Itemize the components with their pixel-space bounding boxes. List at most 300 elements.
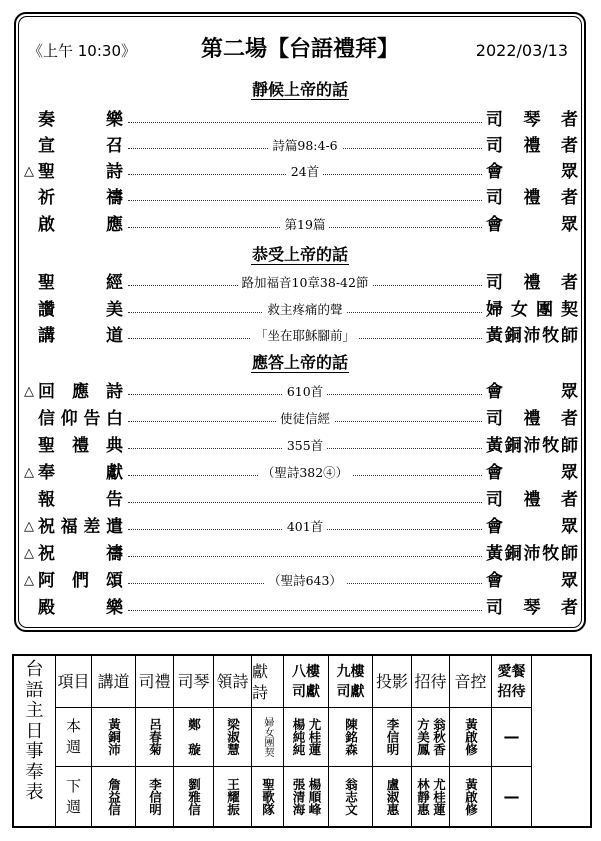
name-group [226, 778, 240, 816]
program-note [128, 327, 482, 345]
roster-header-2 [136, 656, 174, 708]
item-char: 阿 [38, 571, 55, 591]
role-char: 黃 [486, 544, 503, 564]
roster-cell [492, 767, 532, 826]
item-char: 信 [38, 409, 55, 429]
role-char: 銅 [504, 544, 522, 564]
roster-cell [92, 767, 136, 826]
program-leader-role [486, 381, 578, 403]
item-char: 福 [60, 517, 78, 537]
name-group [262, 717, 273, 757]
roster-cell [174, 708, 214, 767]
roster-cell [214, 708, 252, 767]
program-note [128, 410, 482, 428]
role-char: 者 [561, 188, 578, 208]
order-of-worship [14, 12, 586, 632]
stand-marker [24, 272, 36, 294]
program-item [24, 516, 126, 538]
stand-marker [24, 299, 36, 321]
item-char: 經 [106, 273, 123, 293]
program-item [24, 135, 126, 157]
name-group [464, 778, 478, 816]
roster-cell [136, 708, 174, 767]
role-char: 沛 [523, 326, 541, 346]
program-item [24, 408, 126, 430]
program-item-name [36, 489, 126, 511]
role-char: 司 [486, 136, 503, 156]
roster-header-11 [492, 656, 532, 708]
role-char: 者 [561, 273, 578, 293]
item-char: 樂 [106, 110, 123, 130]
section-heading-text: 靜候上帝的話 [251, 80, 348, 99]
roster-title-char: 奉 [25, 761, 44, 783]
item-char: 告 [83, 409, 101, 429]
program-item-name [36, 299, 126, 321]
person-name: 呂春菊 [147, 718, 163, 756]
section-heading [14, 245, 586, 265]
name-group [344, 778, 358, 816]
name-group [291, 718, 321, 756]
person-name: 楊順峰 [307, 777, 322, 816]
program-row [24, 214, 578, 236]
name-group [148, 718, 162, 756]
person-name: 方美鳳 [415, 718, 431, 756]
service-date: 2022/03/13 [475, 41, 568, 60]
header-line: 獻詩 [252, 661, 269, 702]
roster-title-char: 台 [25, 659, 44, 680]
program-note [128, 274, 482, 292]
role-char: 牧 [542, 326, 560, 346]
item-char: 詩 [106, 162, 123, 182]
role-char: 會 [486, 215, 503, 235]
program-item-name [36, 462, 126, 484]
person-name: 李信明 [385, 718, 400, 756]
program-note [128, 137, 482, 155]
person-name: 聖歌隊 [260, 777, 276, 816]
program-leader-role [486, 214, 578, 236]
item-char: 聖 [38, 436, 55, 456]
program-row [24, 435, 578, 457]
item-char: 啟 [38, 215, 55, 235]
role-char: 契 [561, 300, 578, 320]
program-item [24, 272, 126, 294]
stand-marker [24, 214, 36, 236]
person-name: 婦女團契 [262, 717, 273, 757]
person-name: 黃啟修 [463, 718, 479, 756]
person-name: 林靜惠 [415, 777, 431, 816]
program-item [24, 462, 126, 484]
role-char: 沛 [523, 436, 541, 456]
role-char: 牧 [542, 544, 560, 564]
program-note [128, 301, 482, 319]
role-char: 會 [486, 463, 503, 483]
name-group [226, 718, 240, 756]
name-group [187, 718, 201, 756]
program-row [24, 272, 578, 294]
program-leader-role [486, 135, 578, 157]
role-char: 禮 [523, 409, 541, 429]
program-note-text: 355首 [283, 438, 327, 453]
service-time: 《上午 10:30》 [28, 42, 136, 60]
roster-header-3 [174, 656, 214, 708]
program-note-text: 610首 [283, 384, 327, 399]
role-char: 牧 [542, 436, 560, 456]
role-char: 團 [536, 300, 553, 320]
header-line: 司獻 [336, 683, 365, 700]
stand-marker [24, 187, 36, 209]
role-char: 女 [511, 300, 528, 320]
item-char: 禮 [72, 436, 89, 456]
header-line: 招待 [497, 683, 526, 700]
empty-dash: — [503, 786, 520, 806]
program-note-text: 第19篇 [281, 217, 330, 232]
section-heading [14, 80, 586, 100]
item-char: 應 [72, 382, 89, 402]
name-group [148, 778, 162, 816]
role-char: 者 [561, 110, 578, 130]
roster-header-0 [56, 656, 92, 708]
role-char: 眾 [561, 463, 578, 483]
program-item-name [36, 135, 126, 157]
item-char: 宣 [38, 136, 55, 156]
role-char: 黃 [486, 436, 503, 456]
header-line: 講道 [97, 672, 130, 691]
roster-cell [214, 767, 252, 826]
row-label-char: 週 [65, 738, 81, 756]
program-row [24, 109, 578, 131]
program-item-name [36, 272, 126, 294]
item-char: 奏 [38, 110, 55, 130]
header-line: 司獻 [292, 683, 320, 700]
role-char: 者 [561, 409, 578, 429]
roster-header-6 [284, 656, 329, 708]
roster-title-char: 主 [25, 700, 44, 721]
program-note-text: 詩篇98:4-6 [268, 138, 341, 153]
item-char: 聖 [38, 273, 55, 293]
row-label-char: 本 [65, 717, 81, 735]
role-char: 禮 [523, 188, 541, 208]
program-leader-role [486, 516, 578, 538]
header-line: 九樓 [336, 663, 365, 680]
item-char: 差 [83, 517, 101, 537]
program-item [24, 489, 126, 511]
header-line: 司禮 [138, 672, 171, 691]
role-char: 琴 [523, 598, 541, 618]
program-item-name [36, 543, 126, 565]
dotted-leader [128, 556, 482, 557]
program-row [24, 597, 578, 619]
header-line: 項目 [57, 672, 90, 691]
role-char: 者 [561, 136, 578, 156]
roster-row-label [56, 767, 92, 826]
role-char: 司 [486, 188, 503, 208]
program-note-text: 401首 [283, 519, 327, 534]
program-leader-role [486, 570, 578, 592]
program-note [128, 383, 482, 401]
program-item-name [36, 381, 126, 403]
program-item-name [36, 325, 126, 347]
roster-header-10 [450, 656, 492, 708]
program-item-name [36, 214, 126, 236]
name-group [107, 778, 121, 816]
roster-cell [174, 767, 214, 826]
roster-cell [329, 767, 373, 826]
item-char: 報 [38, 490, 55, 510]
item-char: 告 [106, 490, 123, 510]
role-char: 銅 [504, 436, 522, 456]
header-line: 愛餐 [497, 663, 526, 680]
role-char: 眾 [561, 162, 578, 182]
item-char: 典 [106, 436, 123, 456]
role-char: 司 [486, 110, 503, 130]
roster-header-5 [252, 656, 284, 708]
dotted-leader [128, 200, 482, 201]
roster-cell [450, 708, 492, 767]
item-char: 讚 [38, 300, 55, 320]
dotted-leader [128, 502, 482, 503]
roster-cell [412, 708, 450, 767]
roster-cell [252, 767, 284, 826]
program-leader-role [486, 109, 578, 131]
row-label-char: 下 [65, 776, 81, 795]
person-name: 梁淑慧 [225, 718, 241, 756]
program-leader-role [486, 187, 578, 209]
role-char: 者 [561, 598, 578, 618]
roster-cell [284, 767, 329, 826]
item-char: 應 [106, 215, 123, 235]
stand-marker [24, 597, 36, 619]
program-item-name [36, 570, 126, 592]
stand-marker: △ [24, 465, 34, 480]
roster-title-char: 事 [25, 741, 44, 762]
role-char: 會 [486, 571, 503, 591]
row-label-char: 週 [65, 797, 81, 816]
section-heading-text: 恭受上帝的話 [251, 245, 348, 264]
role-char: 禮 [523, 136, 541, 156]
stand-marker [24, 109, 36, 131]
program-leader-role [486, 597, 578, 619]
role-char: 禮 [523, 273, 541, 293]
roster-cell [373, 708, 412, 767]
role-char: 眾 [561, 215, 578, 235]
stand-marker [24, 408, 36, 430]
dotted-leader [128, 610, 482, 611]
program-note-text: 使徒信經 [276, 411, 334, 426]
item-char: 講 [38, 326, 55, 346]
item-char: 祝 [38, 517, 55, 537]
program-item-name [36, 161, 126, 183]
stand-marker [24, 135, 36, 157]
person-name: 黃啟修 [463, 777, 479, 816]
program-note [128, 437, 482, 455]
roster-cell [329, 708, 373, 767]
program-item-name [36, 187, 126, 209]
item-char: 樂 [106, 598, 123, 618]
roster-cell [92, 708, 136, 767]
header-line: 領詩 [216, 672, 249, 691]
item-char: 回 [38, 382, 55, 402]
stand-marker: △ [24, 546, 34, 561]
program-item [24, 161, 126, 183]
program-row [24, 325, 578, 347]
person-name: 張清海 [291, 777, 306, 816]
role-char: 師 [561, 326, 578, 346]
stand-marker: △ [24, 164, 34, 179]
person-name: 翁志文 [343, 777, 359, 816]
item-char: 祝 [38, 544, 55, 564]
item-char: 美 [106, 300, 123, 320]
person-name: 黃銅沛 [106, 718, 122, 756]
header-line: 投影 [375, 672, 408, 691]
program-item [24, 109, 126, 131]
role-char: 婦 [486, 300, 503, 320]
role-char: 銅 [504, 326, 522, 346]
program-row [24, 187, 578, 209]
program-note [128, 464, 482, 482]
program-row [24, 462, 578, 484]
name-group [261, 778, 275, 816]
role-char: 者 [561, 490, 578, 510]
program-note-text: （聖詩643） [264, 573, 346, 588]
item-char: 奉 [38, 463, 55, 483]
roster-header-8 [373, 656, 412, 708]
header-line: 招待 [414, 672, 447, 691]
item-char: 獻 [106, 463, 123, 483]
role-char: 司 [486, 273, 503, 293]
name-group [416, 718, 446, 756]
item-char: 殿 [38, 598, 55, 618]
role-char: 會 [486, 382, 503, 402]
program-item [24, 187, 126, 209]
program-leader-role [486, 272, 578, 294]
program-leader-role [486, 325, 578, 347]
program-item-name [36, 109, 126, 131]
item-char: 禱 [106, 544, 123, 564]
item-char: 仰 [60, 409, 78, 429]
roster-cell [450, 767, 492, 826]
role-char: 師 [561, 544, 578, 564]
program-note [128, 572, 482, 590]
stand-marker [24, 489, 36, 511]
dotted-leader [128, 122, 482, 123]
roster-row-label [56, 708, 92, 767]
item-char: 們 [72, 571, 89, 591]
empty-dash: — [503, 727, 520, 746]
person-name: 劉雅信 [186, 777, 202, 816]
section-heading [14, 353, 586, 373]
program-row [24, 299, 578, 321]
program-note-text: （聖詩382④） [258, 465, 352, 480]
program-leader-role [486, 161, 578, 183]
roster-cell [284, 708, 329, 767]
program-item [24, 543, 126, 565]
program-item [24, 325, 126, 347]
section-heading-text: 應答上帝的話 [251, 353, 348, 372]
service-title: 第二場【台語禮拜】 [200, 37, 399, 62]
role-char: 沛 [523, 544, 541, 564]
program-item-name [36, 597, 126, 619]
role-char: 司 [486, 490, 503, 510]
name-group [344, 718, 358, 756]
person-name: 詹益信 [106, 777, 122, 816]
program-item [24, 299, 126, 321]
program-note-text: 救主疼痛的聲 [263, 302, 346, 317]
item-char: 道 [106, 326, 123, 346]
role-char: 師 [561, 436, 578, 456]
person-name: 陳銘森 [343, 718, 359, 756]
header-line: 八樓 [292, 663, 320, 680]
role-char: 眾 [561, 571, 578, 591]
roster-cell [252, 708, 284, 767]
stand-marker: △ [24, 573, 34, 588]
program-note [128, 518, 482, 536]
program-row [24, 543, 578, 565]
person-name: 李信明 [147, 777, 163, 816]
item-char: 頌 [106, 571, 123, 591]
program-row [24, 135, 578, 157]
roster-cell [373, 767, 412, 826]
person-name: 盧淑惠 [385, 777, 400, 816]
name-group [385, 778, 399, 816]
name-group [107, 718, 121, 756]
program-leader-role [486, 408, 578, 430]
program-item [24, 435, 126, 457]
program-leader-role [486, 299, 578, 321]
roster-cell [492, 708, 532, 767]
item-char: 遣 [105, 517, 123, 537]
item-char: 白 [105, 409, 123, 429]
person-name: 楊純純 [291, 718, 306, 756]
program-item [24, 597, 126, 619]
roster-title-char: 語 [25, 679, 44, 701]
roster-title-char: 表 [25, 782, 44, 803]
program-item [24, 214, 126, 236]
name-group [385, 718, 399, 756]
stand-marker [24, 325, 36, 347]
stand-marker [24, 435, 36, 457]
program-item-name [36, 435, 126, 457]
name-group [416, 778, 446, 816]
roster-header-7 [329, 656, 373, 708]
item-char: 召 [106, 136, 123, 156]
program-note-text: 24首 [287, 164, 323, 179]
program-leader-role [486, 543, 578, 565]
program-row [24, 408, 578, 430]
item-char: 禱 [106, 188, 123, 208]
item-char: 詩 [106, 382, 123, 402]
program-note [128, 163, 482, 181]
program-note-text: 路加福音10章38-42節 [238, 275, 373, 290]
program-row [24, 489, 578, 511]
role-char: 黃 [486, 326, 503, 346]
item-char: 聖 [38, 162, 55, 182]
stand-marker: △ [24, 384, 34, 399]
role-char: 禮 [523, 490, 541, 510]
person-name: 尤桂蓮 [307, 718, 322, 756]
program-leader-role [486, 435, 578, 457]
program-item [24, 570, 126, 592]
program-item [24, 381, 126, 403]
roster-cell [136, 767, 174, 826]
role-char: 眾 [561, 382, 578, 402]
roster-title [14, 656, 56, 826]
roster-header-9 [412, 656, 450, 708]
program-row [24, 516, 578, 538]
role-char: 會 [486, 517, 503, 537]
program-item-name [36, 516, 126, 538]
stand-marker: △ [24, 519, 34, 534]
program-note-text: 「坐在耶穌腳前」 [251, 328, 359, 343]
